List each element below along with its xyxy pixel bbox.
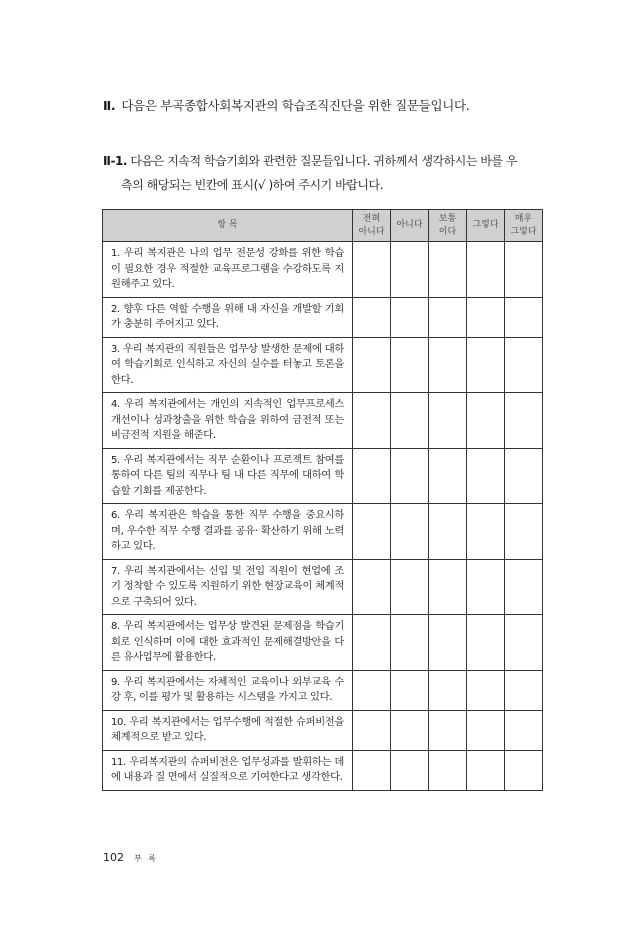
answer-cell-agree[interactable] xyxy=(467,242,505,298)
question-cell xyxy=(103,750,353,790)
answer-cell-neutral[interactable] xyxy=(429,448,467,504)
answer-cell-agree[interactable] xyxy=(467,448,505,504)
answer-cell-agree[interactable] xyxy=(467,393,505,449)
question-number: 6. xyxy=(111,510,120,521)
answer-cell-strongly-disagree[interactable] xyxy=(353,297,391,337)
answer-cell-agree[interactable] xyxy=(467,559,505,615)
question-text: 우리 복지관의 직원들은 업무상 발생한 문제에 대하여 학습기회로 인식하고 자신의 실수를 터놓고 토론을 한다. xyxy=(111,342,344,386)
page-footer xyxy=(103,851,158,864)
answer-cell-strongly-disagree[interactable] xyxy=(353,615,391,671)
answer-cell-disagree[interactable] xyxy=(391,504,429,560)
answer-cell-strongly-disagree[interactable] xyxy=(353,337,391,393)
question-cell xyxy=(103,559,353,615)
header-item: 항 목 xyxy=(103,210,353,242)
answer-cell-agree[interactable] xyxy=(467,670,505,710)
question-number: 4. xyxy=(111,399,120,410)
header-agree: 그렇다 xyxy=(467,210,505,242)
answer-cell-disagree[interactable] xyxy=(391,297,429,337)
answer-cell-strongly-disagree[interactable] xyxy=(353,750,391,790)
answer-cell-neutral[interactable] xyxy=(429,297,467,337)
table-row xyxy=(103,242,543,298)
question-cell xyxy=(103,297,353,337)
answer-cell-agree[interactable] xyxy=(467,504,505,560)
answer-cell-disagree[interactable] xyxy=(391,670,429,710)
question-text: 향후 다른 역할 수행을 위해 내 자신을 개발할 기회가 충분히 주어지고 있다. xyxy=(111,302,344,330)
answer-cell-strongly-agree[interactable] xyxy=(505,504,543,560)
answer-cell-disagree[interactable] xyxy=(391,710,429,750)
question-number: 7. xyxy=(111,565,120,577)
question-text: 우리 복지관에서는 업무상 발견된 문제점을 학습기회로 인식하며 이에 대한 효과적인 문제해결방안을 다른 유사업무에 활용한다. xyxy=(111,620,344,663)
table-row xyxy=(103,297,543,337)
question-number: 2. xyxy=(111,303,120,315)
table-row xyxy=(103,504,543,560)
question-number: 3. xyxy=(111,343,120,355)
subsection-instructions xyxy=(103,149,548,197)
survey-table xyxy=(102,209,543,791)
answer-cell-disagree[interactable] xyxy=(391,615,429,671)
section-title: 다음은 부곡종합사회복지관의 학습조직진단을 위한 질문들입니다. xyxy=(121,98,470,113)
answer-cell-strongly-disagree[interactable] xyxy=(353,670,391,710)
answer-cell-neutral[interactable] xyxy=(429,710,467,750)
answer-cell-neutral[interactable] xyxy=(429,615,467,671)
table-row xyxy=(103,559,543,615)
question-cell xyxy=(103,337,353,393)
subsection-number: Ⅱ-1. xyxy=(103,154,127,168)
table-row xyxy=(103,448,543,504)
question-number: 9. xyxy=(111,676,120,688)
question-text: 우리 복지관에서는 개인의 지속적인 업무프로세스 개선이나 성과창출을 위한 학습을 위하여 금전적 또는 비금전적 지원을 해준다. xyxy=(111,398,344,441)
answer-cell-disagree[interactable] xyxy=(391,242,429,298)
question-cell xyxy=(103,615,353,671)
question-text: 우리 복지관에서는 업무수행에 적절한 슈퍼비전을 체계적으로 받고 있다. xyxy=(111,715,344,743)
question-text: 우리복지관의 슈퍼비전은 업무성과를 발휘하는 데에 내용과 질 면에서 실질적으로 기여한다고 생각한다. xyxy=(111,755,344,783)
question-text: 우리 복지관은 나의 업무 전문성 강화를 위한 학습이 필요한 경우 적절한 교육프로그램을 수강하도록 지원해주고 있다. xyxy=(111,247,344,290)
answer-cell-strongly-agree[interactable] xyxy=(505,615,543,671)
answer-cell-neutral[interactable] xyxy=(429,559,467,615)
table-row xyxy=(103,670,543,710)
question-text: 우리 복지관에서는 직무 순환이나 프로젝트 참여를 통하여 다른 팀의 직무나 팀 내 다른 직무에 대하여 학습할 기회를 제공한다. xyxy=(111,453,344,497)
question-number: 8. xyxy=(111,621,120,632)
answer-cell-neutral[interactable] xyxy=(429,504,467,560)
answer-cell-strongly-agree[interactable] xyxy=(505,242,543,298)
instruction-line-1: 다음은 지속적 학습기회와 관련한 질문들입니다. 귀하께서 생각하시는 바를 우 xyxy=(130,154,518,168)
header-disagree: 아니다 xyxy=(391,210,429,242)
question-text: 우리 복지관에서는 신입 및 전입 직원이 현업에 조기 정착할 수 있도록 지원하기 위한 현장교육이 체계적으로 구축되어 있다. xyxy=(111,564,344,608)
answer-cell-strongly-disagree[interactable] xyxy=(353,242,391,298)
answer-cell-neutral[interactable] xyxy=(429,242,467,298)
question-text: 우리 복지관은 학습을 통한 직무 수행을 중요시하며, 우수한 직무 수행 결과를 공유· 확산하기 위해 노력하고 있다. xyxy=(111,509,344,552)
section-heading xyxy=(103,96,583,114)
table-row xyxy=(103,750,543,790)
question-cell xyxy=(103,393,353,449)
question-number: 11. xyxy=(111,756,126,768)
answer-cell-strongly-agree[interactable] xyxy=(505,670,543,710)
answer-cell-strongly-agree[interactable] xyxy=(505,393,543,449)
answer-cell-agree[interactable] xyxy=(467,710,505,750)
answer-cell-strongly-agree[interactable] xyxy=(505,337,543,393)
page-number: 102 xyxy=(103,851,124,864)
answer-cell-strongly-agree[interactable] xyxy=(505,448,543,504)
answer-cell-strongly-disagree[interactable] xyxy=(353,448,391,504)
header-strongly-disagree: 전혀 아니다 xyxy=(353,210,391,242)
answer-cell-disagree[interactable] xyxy=(391,750,429,790)
answer-cell-disagree[interactable] xyxy=(391,448,429,504)
table-row xyxy=(103,393,543,449)
table-row xyxy=(103,337,543,393)
table-header-row xyxy=(103,210,543,242)
answer-cell-neutral[interactable] xyxy=(429,337,467,393)
answer-cell-neutral[interactable] xyxy=(429,393,467,449)
question-number: 5. xyxy=(111,454,120,466)
answer-cell-agree[interactable] xyxy=(467,337,505,393)
answer-cell-strongly-disagree[interactable] xyxy=(353,710,391,750)
question-cell xyxy=(103,710,353,750)
answer-cell-strongly-agree[interactable] xyxy=(505,297,543,337)
question-cell xyxy=(103,670,353,710)
answer-cell-agree[interactable] xyxy=(467,750,505,790)
answer-cell-disagree[interactable] xyxy=(391,393,429,449)
answer-cell-strongly-disagree[interactable] xyxy=(353,559,391,615)
header-neutral: 보통 이다 xyxy=(429,210,467,242)
question-number: 10. xyxy=(111,716,126,728)
answer-cell-neutral[interactable] xyxy=(429,750,467,790)
answer-cell-strongly-disagree[interactable] xyxy=(353,504,391,560)
answer-cell-strongly-agree[interactable] xyxy=(505,750,543,790)
answer-cell-agree[interactable] xyxy=(467,297,505,337)
question-cell xyxy=(103,448,353,504)
answer-cell-neutral[interactable] xyxy=(429,670,467,710)
answer-cell-strongly-disagree[interactable] xyxy=(353,393,391,449)
answer-cell-disagree[interactable] xyxy=(391,559,429,615)
instruction-line-2: 측의 해당되는 빈칸에 표시(√ )하여 주시기 바랍니다. xyxy=(121,178,384,192)
question-cell xyxy=(103,242,353,298)
header-strongly-agree: 매우 그렇다 xyxy=(505,210,543,242)
section-number: Ⅱ. xyxy=(103,98,116,113)
question-number: 1. xyxy=(111,248,120,259)
question-cell xyxy=(103,504,353,560)
footer-label: 부 록 xyxy=(134,854,158,863)
answer-cell-disagree[interactable] xyxy=(391,337,429,393)
answer-cell-strongly-agree[interactable] xyxy=(505,710,543,750)
table-row xyxy=(103,710,543,750)
answer-cell-agree[interactable] xyxy=(467,615,505,671)
table-row xyxy=(103,615,543,671)
question-text: 우리 복지관에서는 자체적인 교육이나 외부교육 수강 후, 이를 평가 및 활용하는 시스템을 가지고 있다. xyxy=(111,675,344,703)
answer-cell-strongly-agree[interactable] xyxy=(505,559,543,615)
